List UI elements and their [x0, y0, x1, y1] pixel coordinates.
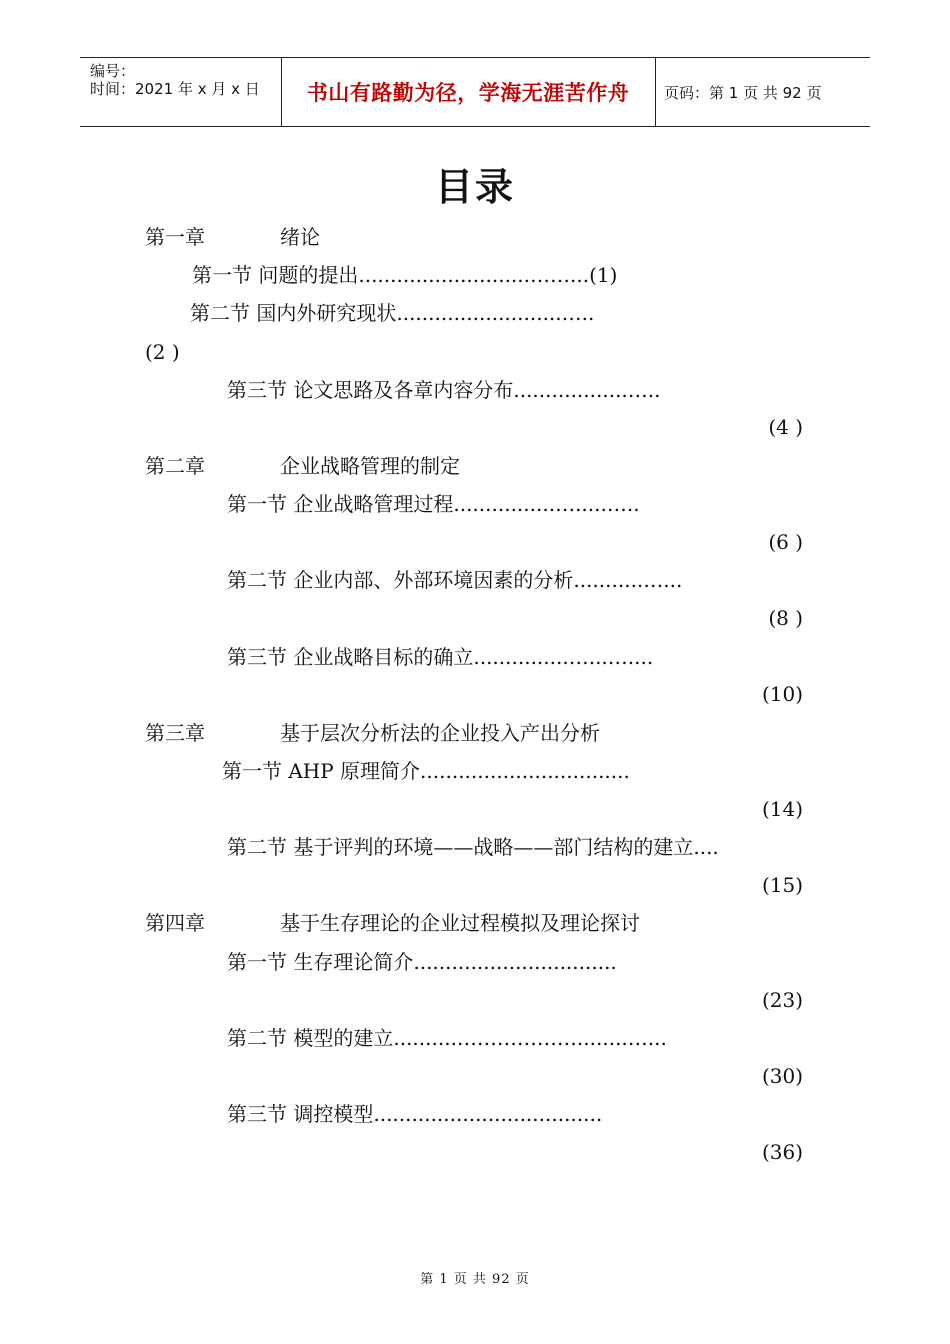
- toc-entry: 第二节 企业内部、外部环境因素的分析...........…...: [227, 568, 683, 592]
- toc-entry: 第一节 问题的提出...........................……...(1): [192, 263, 618, 287]
- chapter-label: 第三章: [145, 721, 205, 745]
- toc-page-number: (6 ): [768, 530, 803, 554]
- chapter-label: 第一章: [145, 225, 205, 249]
- toc-entry: 第一节 AHP 原理简介.................................: [222, 759, 630, 783]
- toc-entry: 第二节 国内外研究现状..........................…..: [190, 301, 595, 325]
- toc-page-number: (36): [761, 1140, 803, 1164]
- toc-page-number: (23): [761, 988, 803, 1012]
- toc-page-number: (2 ): [145, 340, 180, 364]
- chapter-heading: [145, 224, 320, 250]
- header-meta: [80, 58, 280, 126]
- toc-page-number: (4 ): [768, 415, 803, 439]
- header-page-info: 页码：第 1 页 共 92 页: [664, 83, 822, 102]
- chapter-title: 基于层次分析法的企业投入产出分析: [280, 721, 600, 745]
- chapter-title: 企业战略管理的制定: [280, 454, 460, 478]
- chapter-label: 第四章: [145, 911, 205, 935]
- page-title: 目录: [434, 165, 515, 209]
- toc-entry: 第二节 模型的建立..........………………........…...: [227, 1026, 667, 1050]
- chapter-label: 第二章: [145, 454, 205, 478]
- chapter-heading: [145, 453, 460, 479]
- toc-page-number: (8 ): [768, 606, 803, 630]
- header-divider: [655, 58, 656, 126]
- toc-entry: 第三节 企业战略目标的确立...............…...…....: [227, 645, 654, 669]
- toc-page-number: (30): [761, 1064, 803, 1088]
- number-label: 编号：: [90, 62, 136, 80]
- chapter-title: 基于生存理论的企业过程模拟及理论探讨: [280, 911, 640, 935]
- time-label: 时间：2021 年 x 月 x 日: [90, 80, 260, 98]
- toc-page-number: (15): [761, 873, 803, 897]
- toc-entry: 第三节 论文思路及各章内容分布..................…..: [227, 378, 661, 402]
- chapter-heading: [145, 910, 640, 936]
- toc-entry: 第一节 生存理论简介................................: [227, 950, 617, 974]
- toc-entry: 第三节 调控模型....................................: [227, 1102, 603, 1126]
- toc-page-number: (14): [761, 797, 803, 821]
- chapter-title: 绪论: [280, 225, 320, 249]
- header-motto: 书山有路勤为径，学海无涯苦作舟: [306, 81, 630, 105]
- toc-entry: 第一节 企业战略管理过程................….....…..: [227, 492, 640, 516]
- page-footer: 第 1 页 共 92 页: [420, 1272, 530, 1287]
- toc-entry: 第二节 基于评判的环境——战略——部门结构的建立....: [227, 835, 719, 859]
- toc-page-number: (10): [761, 682, 803, 706]
- document-header: [80, 57, 870, 127]
- chapter-heading: [145, 720, 600, 746]
